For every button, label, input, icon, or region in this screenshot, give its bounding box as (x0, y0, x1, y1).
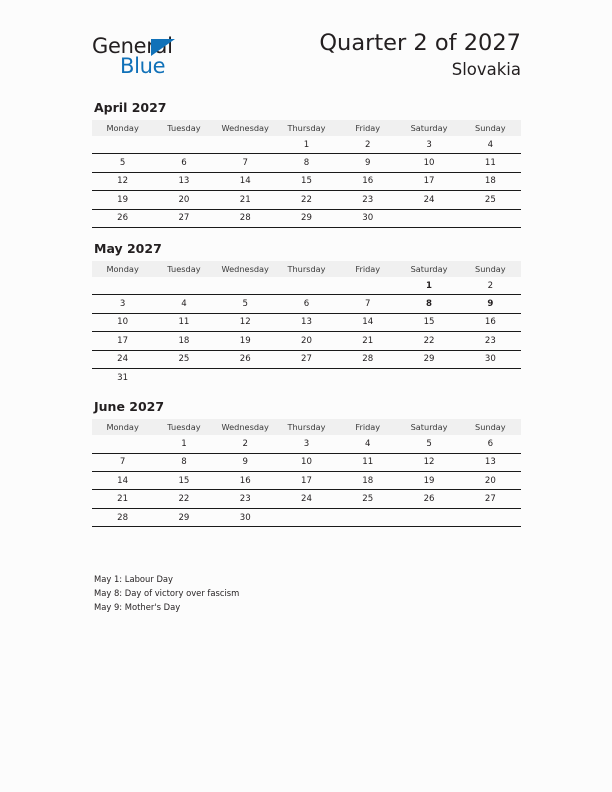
week-row (92, 368, 521, 386)
day-cell-empty (153, 277, 214, 295)
day-cell[interactable]: 25 (337, 490, 398, 508)
weekday-header-row (92, 120, 521, 136)
day-cell[interactable]: 21 (337, 332, 398, 350)
day-cell[interactable]: 21 (215, 191, 276, 209)
holiday-legend (94, 572, 514, 614)
day-cell-empty (337, 277, 398, 295)
day-cell[interactable]: 8 (153, 453, 214, 471)
day-cell[interactable]: 3 (398, 136, 459, 154)
day-cell[interactable]: 8 (276, 154, 337, 172)
day-cell[interactable]: 10 (276, 453, 337, 471)
weekday-header-thursday: Thursday (276, 261, 337, 277)
brand-logo[interactable] (92, 35, 202, 83)
day-cell[interactable]: 27 (460, 490, 521, 508)
day-cell[interactable]: 6 (153, 154, 214, 172)
brand-name-general: General (92, 34, 173, 58)
weekday-header-friday: Friday (337, 120, 398, 136)
weekday-header-monday: Monday (92, 261, 153, 277)
weekday-header-tuesday: Tuesday (153, 419, 214, 435)
day-cell[interactable]: 25 (460, 191, 521, 209)
day-cell[interactable]: 31 (117, 372, 129, 383)
day-cell[interactable]: 12 (92, 172, 153, 190)
week-row (92, 332, 521, 350)
day-cell[interactable]: 12 (398, 453, 459, 471)
day-cell[interactable]: 9 (337, 154, 398, 172)
day-cell[interactable]: 4 (153, 295, 214, 313)
day-cell[interactable]: 10 (398, 154, 459, 172)
weekday-header-wednesday: Wednesday (215, 261, 276, 277)
day-cell[interactable]: 10 (92, 313, 153, 331)
day-cell[interactable]: 17 (276, 472, 337, 490)
day-cell[interactable]: 22 (153, 490, 214, 508)
month-title: June 2027 (94, 399, 165, 415)
day-cell[interactable]: 16 (337, 172, 398, 190)
day-cell[interactable]: 14 (337, 313, 398, 331)
day-cell[interactable]: 4 (337, 435, 398, 453)
day-cell[interactable]: 5 (398, 435, 459, 453)
day-cell[interactable]: 5 (215, 295, 276, 313)
weekday-header-tuesday: Tuesday (153, 261, 214, 277)
page-subtitle: Slovakia (451, 60, 521, 79)
weekday-header-thursday: Thursday (276, 419, 337, 435)
week-row (92, 136, 521, 154)
day-cell[interactable]: 2 (215, 435, 276, 453)
day-cell-empty (460, 368, 521, 386)
day-cell[interactable]: 22 (276, 191, 337, 209)
weekday-header-monday: Monday (92, 419, 153, 435)
day-cell[interactable]: 19 (215, 332, 276, 350)
day-cell-empty (276, 277, 337, 295)
week-row (92, 508, 521, 526)
day-cell[interactable]: 20 (460, 472, 521, 490)
week-row (92, 277, 521, 295)
day-cell[interactable]: 11 (153, 313, 214, 331)
day-cell[interactable]: 24 (398, 191, 459, 209)
weekday-header-friday: Friday (337, 419, 398, 435)
day-cell[interactable]: 27 (153, 209, 214, 227)
day-cell[interactable]: 18 (337, 472, 398, 490)
weekday-header-row (92, 419, 521, 435)
day-cell-holiday[interactable]: 1 (398, 277, 459, 295)
day-cell[interactable]: 6 (276, 295, 337, 313)
weekday-header-wednesday: Wednesday (215, 419, 276, 435)
day-cell[interactable]: 3 (276, 435, 337, 453)
day-cell[interactable]: 29 (398, 350, 459, 368)
day-cell[interactable]: 29 (276, 209, 337, 227)
day-cell[interactable]: 23 (337, 191, 398, 209)
weekday-header-monday: Monday (92, 120, 153, 136)
day-cell[interactable]: 11 (337, 453, 398, 471)
day-cell-empty (215, 277, 276, 295)
day-cell[interactable]: 30 (337, 209, 398, 227)
month-block (92, 399, 521, 527)
month-calendar-table (92, 419, 521, 527)
weekday-header-thursday: Thursday (276, 120, 337, 136)
page-header (0, 30, 612, 92)
weekday-header-sunday: Sunday (460, 261, 521, 277)
month-calendar-table (92, 261, 521, 386)
day-cell[interactable]: 7 (215, 154, 276, 172)
month-title: April 2027 (94, 100, 167, 115)
day-cell-empty (153, 368, 214, 386)
day-cell-holiday[interactable]: 9 (460, 295, 521, 313)
week-row (92, 313, 521, 331)
day-cell[interactable]: 21 (92, 490, 153, 508)
weekday-header-saturday: Saturday (398, 419, 459, 435)
day-cell-empty (92, 136, 153, 154)
day-cell[interactable]: 19 (92, 191, 153, 209)
weekday-header-row (92, 261, 521, 277)
day-cell-empty (460, 508, 521, 526)
day-cell[interactable]: 20 (276, 332, 337, 350)
day-cell-empty (92, 435, 153, 453)
day-cell-empty (398, 368, 459, 386)
day-cell[interactable]: 18 (153, 332, 214, 350)
day-cell[interactable]: 15 (276, 172, 337, 190)
day-cell[interactable]: 3 (92, 295, 153, 313)
day-cell[interactable]: 23 (215, 490, 276, 508)
weekday-header-saturday: Saturday (398, 261, 459, 277)
day-cell[interactable]: 2 (337, 136, 398, 154)
day-cell[interactable]: 23 (460, 332, 521, 350)
day-cell[interactable]: 14 (92, 472, 153, 490)
day-cell[interactable]: 17 (398, 172, 459, 190)
week-row (92, 191, 521, 209)
day-cell[interactable]: 4 (460, 136, 521, 154)
legend-item: May 8: Day of victory over fascism (94, 588, 240, 598)
weekday-header-saturday: Saturday (398, 120, 459, 136)
day-cell[interactable]: 28 (337, 350, 398, 368)
day-cell[interactable]: 28 (92, 508, 153, 526)
day-cell[interactable]: 29 (153, 508, 214, 526)
brand-name-blue: Blue (120, 54, 166, 78)
day-cell[interactable]: 24 (276, 490, 337, 508)
month-calendar-table (92, 120, 521, 228)
week-row (92, 453, 521, 471)
day-cell-empty (215, 136, 276, 154)
day-cell[interactable]: 26 (398, 490, 459, 508)
week-row (92, 295, 521, 313)
title-block (319, 30, 521, 81)
day-cell[interactable]: 16 (215, 472, 276, 490)
day-cell[interactable]: 11 (460, 154, 521, 172)
day-cell-empty (337, 368, 398, 386)
day-cell[interactable]: 12 (215, 313, 276, 331)
legend-item: May 1: Labour Day (94, 574, 173, 584)
day-cell[interactable]: 15 (153, 472, 214, 490)
month-title: May 2027 (94, 240, 162, 256)
day-cell[interactable]: 1 (153, 435, 214, 453)
day-cell[interactable]: 7 (92, 453, 153, 471)
weekday-header-friday: Friday (337, 261, 398, 277)
week-row (92, 490, 521, 508)
day-cell[interactable]: 18 (460, 172, 521, 190)
weekday-header-sunday: Sunday (460, 120, 521, 136)
week-row (92, 350, 521, 368)
weekday-header-sunday: Sunday (460, 419, 521, 435)
day-cell-empty (337, 508, 398, 526)
week-row (92, 172, 521, 190)
day-cell[interactable]: 22 (398, 332, 459, 350)
day-cell[interactable]: 13 (460, 453, 521, 471)
day-cell-empty (92, 277, 153, 295)
day-cell[interactable]: 30 (460, 350, 521, 368)
day-cell[interactable]: 24 (92, 350, 153, 368)
day-cell-empty (215, 368, 276, 386)
day-cell[interactable]: 5 (92, 154, 153, 172)
day-cell[interactable]: 2 (460, 277, 521, 295)
day-cell[interactable]: 26 (215, 350, 276, 368)
day-cell[interactable]: 20 (153, 191, 214, 209)
day-cell-empty (276, 368, 337, 386)
day-cell[interactable]: 7 (337, 295, 398, 313)
week-row (92, 435, 521, 453)
day-cell[interactable]: 16 (460, 313, 521, 331)
weekday-header-wednesday: Wednesday (215, 120, 276, 136)
day-cell[interactable]: 13 (153, 172, 214, 190)
day-cell[interactable]: 30 (215, 508, 276, 526)
week-row (92, 472, 521, 490)
day-cell-empty (398, 508, 459, 526)
day-cell[interactable]: 15 (398, 313, 459, 331)
day-cell-empty (398, 209, 459, 227)
day-cell-empty (460, 209, 521, 227)
weekday-header-tuesday: Tuesday (153, 120, 214, 136)
legend-item: May 9: Mother's Day (94, 602, 181, 612)
day-cell[interactable]: 6 (460, 435, 521, 453)
week-row (92, 209, 521, 227)
day-cell[interactable]: 1 (276, 136, 337, 154)
week-row (92, 154, 521, 172)
day-cell[interactable]: 26 (92, 209, 153, 227)
day-cell[interactable]: 28 (215, 209, 276, 227)
day-cell[interactable]: 25 (153, 350, 214, 368)
month-block (92, 100, 521, 228)
day-cell[interactable]: 13 (276, 313, 337, 331)
day-cell[interactable]: 27 (276, 350, 337, 368)
day-cell-empty (153, 136, 214, 154)
day-cell[interactable]: 19 (398, 472, 459, 490)
day-cell[interactable]: 9 (215, 453, 276, 471)
month-block (92, 241, 521, 386)
page-title: Quarter 2 of 2027 (319, 30, 521, 56)
day-cell[interactable]: 17 (92, 332, 153, 350)
day-cell-empty (276, 508, 337, 526)
months-container (92, 100, 521, 540)
day-cell[interactable]: 14 (215, 172, 276, 190)
day-cell-holiday[interactable]: 8 (398, 295, 459, 313)
